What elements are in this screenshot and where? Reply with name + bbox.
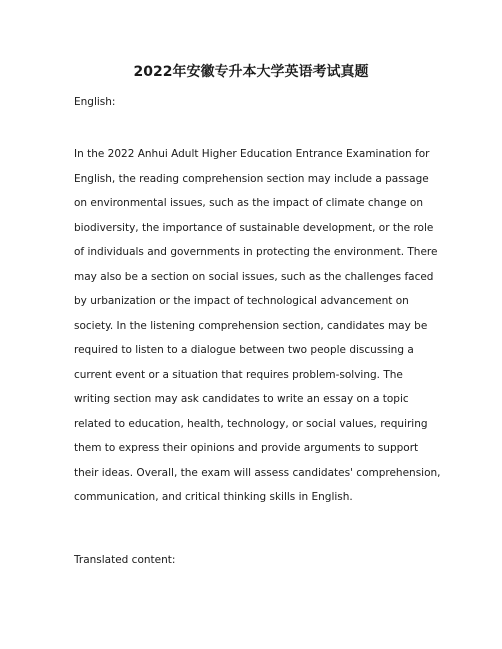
section-label-translated: Translated content: xyxy=(74,554,176,566)
paragraph-line: society. In the listening comprehension section, candidates may be xyxy=(74,319,428,332)
paragraph-line: them to express their opinions and provide arguments to support xyxy=(74,442,419,454)
paragraph-line: related to education, health, technology, or social values, requiring xyxy=(74,417,428,430)
paragraph-line: biodiversity, the importance of sustainable development, or the role xyxy=(74,221,434,234)
paragraph-line: writing section may ask candidates to write an essay on a topic xyxy=(74,393,409,405)
paragraph-line: their ideas. Overall, the exam will assess candidates' comprehension, xyxy=(74,466,441,479)
paragraph-line: English, the reading comprehension section may include a passage xyxy=(74,172,429,185)
paragraph-line: communication, and critical thinking skills in English. xyxy=(74,491,353,503)
paragraph-line: may also be a section on social issues, such as the challenges faced xyxy=(74,270,434,283)
section-label-english: English: xyxy=(74,96,116,108)
paragraph-line: on environmental issues, such as the impact of climate change on xyxy=(74,197,423,209)
document-title: 2022年安徽专升本大学英语考试真题 xyxy=(133,64,369,80)
paragraph-line: by urbanization or the impact of technological advancement on xyxy=(74,295,409,307)
paragraph-line: current event or a situation that requires problem-solving. The xyxy=(74,368,403,381)
paragraph-line: of individuals and governments in protecting the environment. There xyxy=(74,246,438,258)
paragraph-line: required to listen to a dialogue between two people discussing a xyxy=(74,344,414,356)
body-paragraph xyxy=(74,142,441,510)
paragraph-line: In the 2022 Anhui Adult Higher Education Entrance Examination for xyxy=(74,148,430,160)
